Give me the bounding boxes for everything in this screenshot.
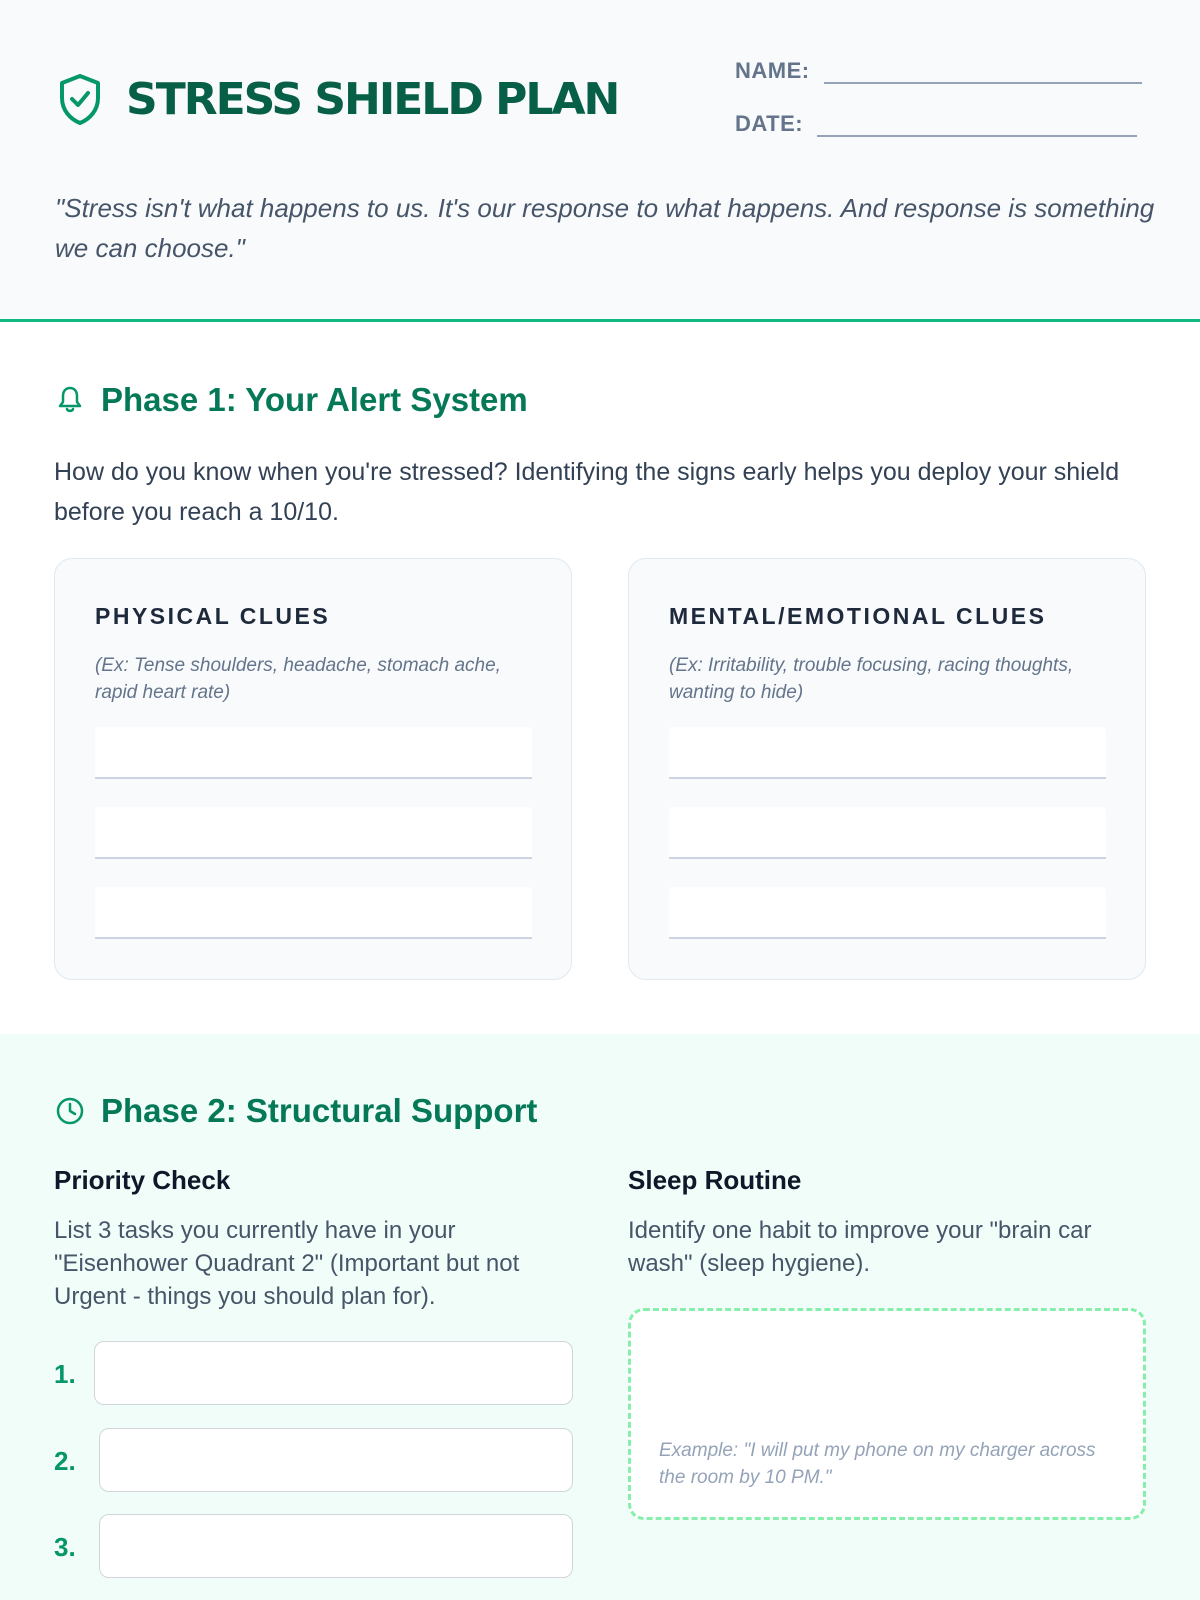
- mental-clue-line-3[interactable]: [669, 887, 1106, 939]
- task-number-1: 1.: [54, 1359, 76, 1389]
- card-hint: (Ex: Tense shoulders, headache, stomach ache, rapid heart rate): [95, 655, 501, 703]
- name-field-row: [735, 58, 1142, 84]
- title-group: [56, 72, 618, 128]
- header: [0, 0, 1200, 322]
- date-label: DATE:: [735, 111, 804, 136]
- header-quote: "Stress isn't what happens to us. It's our response to what happens. And response is something we can choose.": [55, 193, 1155, 263]
- sleep-habit-input[interactable]: [628, 1308, 1146, 1520]
- phase2-title: Phase 2: Structural Support: [101, 1092, 538, 1129]
- bell-icon: [55, 385, 85, 415]
- card-title: PHYSICAL CLUES: [95, 603, 331, 629]
- physical-clue-line-1[interactable]: [95, 727, 532, 779]
- mental-clues-card: [628, 558, 1146, 980]
- phase1-intro: How do you know when you're stressed? Identifying the signs early helps you deploy your shield before you reach a 10/10.: [54, 458, 1120, 526]
- physical-clues-card: [54, 558, 572, 980]
- card-hint: (Ex: Irritability, trouble focusing, racing thoughts, wanting to hide): [669, 655, 1074, 703]
- priority-check-title: Priority Check: [54, 1165, 231, 1195]
- task-number-3: 3.: [54, 1532, 76, 1562]
- sleep-routine-title: Sleep Routine: [628, 1165, 802, 1195]
- phase1-heading: [55, 381, 528, 419]
- mental-clue-line-1[interactable]: [669, 727, 1106, 779]
- date-field[interactable]: [817, 111, 1137, 137]
- sleep-habit-placeholder: Example: "I will put my phone on my charger across the room by 10 PM.": [659, 1440, 1096, 1488]
- shield-check-icon: [56, 72, 104, 128]
- card-title: MENTAL/EMOTIONAL CLUES: [669, 603, 1047, 629]
- priority-check-text: List 3 tasks you currently have in your "Eisenhower Quadrant 2" (Important but not Urgent - things you should plan for).: [54, 1217, 520, 1310]
- sleep-routine-text: Identify one habit to improve your "brain car wash" (sleep hygiene).: [628, 1217, 1092, 1277]
- date-field-row: [735, 111, 1137, 137]
- phase1-title: Phase 1: Your Alert System: [101, 381, 528, 418]
- task-input-2[interactable]: [99, 1428, 573, 1492]
- name-label: NAME:: [735, 58, 810, 83]
- mental-clue-line-2[interactable]: [669, 807, 1106, 859]
- page-title: STRESS SHIELD PLAN: [126, 74, 619, 125]
- physical-clue-line-3[interactable]: [95, 887, 532, 939]
- physical-clue-line-2[interactable]: [95, 807, 532, 859]
- task-input-1[interactable]: [94, 1341, 573, 1405]
- task-number-2: 2.: [54, 1446, 76, 1476]
- phase2-heading: [55, 1092, 537, 1130]
- name-field[interactable]: [824, 58, 1142, 84]
- clock-icon: [55, 1096, 85, 1126]
- task-input-3[interactable]: [99, 1514, 573, 1578]
